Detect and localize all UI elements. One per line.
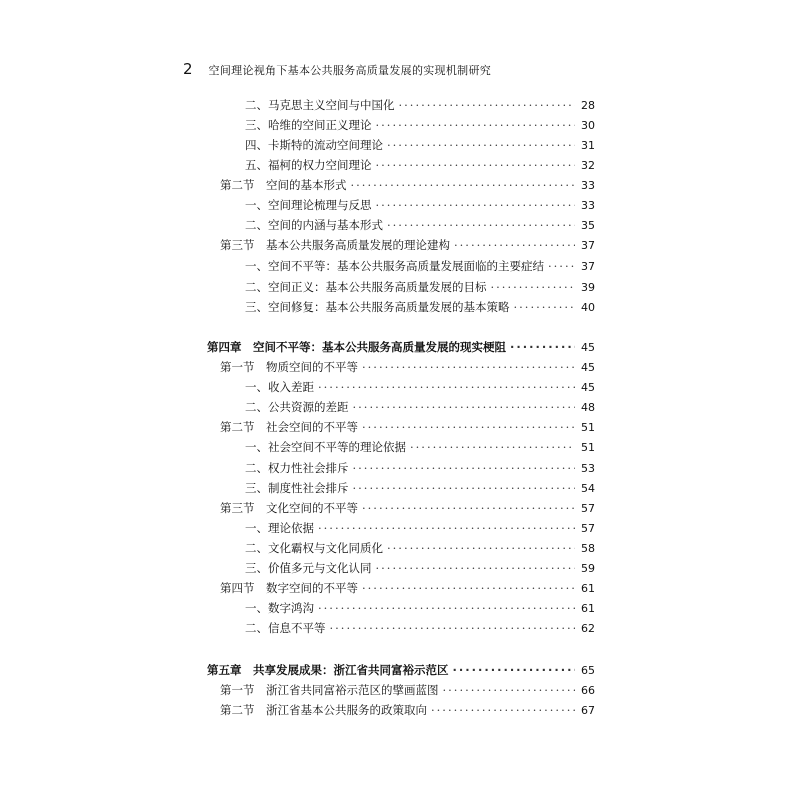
dot-leader (353, 458, 576, 478)
dot-leader (353, 397, 576, 417)
toc-entry-label: 三、制度性社会排斥 (245, 481, 349, 495)
toc-entry-page-number: 28 (581, 99, 595, 112)
dot-leader (443, 680, 576, 700)
toc-entry-label: 四、卡斯特的流动空间理论 (245, 138, 383, 152)
dot-leader (318, 518, 575, 538)
toc-entry-page-number: 37 (581, 239, 595, 252)
toc-entry-label: 第三节 基本公共服务高质量发展的理论建构 (220, 238, 450, 252)
toc-entry-page-number: 33 (581, 199, 595, 212)
toc-entry-page-number: 45 (581, 361, 595, 374)
dot-leader (454, 235, 575, 255)
toc-entry-label: 第二节 空间的基本形式 (220, 178, 347, 192)
toc-item-entry[interactable] (245, 558, 595, 578)
toc-entry-label: 第五章 共享发展成果：浙江省共同富裕示范区 (207, 663, 449, 677)
toc-entry-page-number: 39 (581, 281, 595, 294)
toc-item-entry[interactable] (245, 297, 595, 317)
toc-item-entry[interactable] (245, 598, 595, 618)
dot-leader (330, 618, 576, 638)
toc-entry-page-number: 61 (581, 602, 595, 615)
toc-chapter-entry[interactable] (207, 337, 595, 357)
toc-entry-label: 二、空间正义：基本公共服务高质量发展的目标 (245, 280, 487, 294)
toc-entry-page-number: 35 (581, 219, 595, 232)
toc-entry-page-number: 54 (581, 482, 595, 495)
toc-item-entry[interactable] (245, 538, 595, 558)
dot-leader (491, 277, 576, 297)
toc-section-entry[interactable] (220, 700, 595, 720)
toc-item-entry[interactable] (245, 478, 595, 498)
toc-item-entry[interactable] (245, 155, 595, 175)
toc-entry-label: 五、福柯的权力空间理论 (245, 158, 372, 172)
toc-entry-label: 二、空间的内涵与基本形式 (245, 218, 383, 232)
toc-entry-label: 一、收入差距 (245, 380, 314, 394)
toc-entry-label: 二、马克思主义空间与中国化 (245, 98, 395, 112)
toc-item-entry[interactable] (245, 518, 595, 538)
dot-leader (453, 660, 576, 680)
toc-item-entry[interactable] (245, 437, 595, 457)
toc-item-entry[interactable] (245, 458, 595, 478)
dot-leader (387, 538, 575, 558)
toc-entry-page-number: 51 (581, 421, 595, 434)
toc-entry-label: 一、理论依据 (245, 521, 314, 535)
dot-leader (362, 578, 575, 598)
dot-leader (318, 377, 575, 397)
dot-leader (431, 700, 575, 720)
toc-entry-label: 一、空间理论梳理与反思 (245, 198, 372, 212)
toc-entry-label: 二、权力性社会排斥 (245, 461, 349, 475)
toc-item-entry[interactable] (245, 377, 595, 397)
toc-entry-label: 二、公共资源的差距 (245, 400, 349, 414)
dot-leader (351, 175, 576, 195)
toc-item-entry[interactable] (245, 618, 595, 638)
toc-entry-label: 第四节 数字空间的不平等 (220, 581, 358, 595)
toc-entry-label: 三、空间修复：基本公共服务高质量发展的基本策略 (245, 300, 510, 314)
toc-entry-page-number: 66 (581, 684, 595, 697)
dot-leader (362, 498, 575, 518)
toc-entry-label: 二、信息不平等 (245, 621, 326, 635)
toc-entry-page-number: 48 (581, 401, 595, 414)
toc-entry-page-number: 67 (581, 704, 595, 717)
dot-leader (387, 135, 575, 155)
toc-section-entry[interactable] (220, 235, 595, 255)
dot-leader (548, 256, 575, 276)
toc-entry-page-number: 62 (581, 622, 595, 635)
toc-entry-page-number: 45 (581, 341, 595, 354)
toc-entry-page-number: 32 (581, 159, 595, 172)
toc-section-entry[interactable] (220, 578, 595, 598)
toc-entry-label: 第四章 空间不平等：基本公共服务高质量发展的现实梗阻 (207, 340, 506, 354)
dot-leader (376, 115, 576, 135)
toc-entry-page-number: 58 (581, 542, 595, 555)
dot-leader (362, 357, 575, 377)
toc-entry-page-number: 30 (581, 119, 595, 132)
toc-entry-label: 一、社会空间不平等的理论依据 (245, 440, 406, 454)
toc-entry-label: 一、空间不平等：基本公共服务高质量发展面临的主要症结 (245, 259, 544, 273)
running-header (183, 60, 491, 78)
dot-leader (387, 215, 575, 235)
dot-leader (362, 417, 575, 437)
toc-item-entry[interactable] (245, 95, 595, 115)
dot-leader (399, 95, 576, 115)
toc-item-entry[interactable] (245, 397, 595, 417)
toc-entry-page-number: 53 (581, 462, 595, 475)
toc-entry-page-number: 65 (581, 664, 595, 677)
toc-entry-page-number: 51 (581, 441, 595, 454)
toc-entry-page-number: 59 (581, 562, 595, 575)
toc-entry-label: 三、哈维的空间正义理论 (245, 118, 372, 132)
toc-entry-label: 第一节 浙江省共同富裕示范区的擘画蓝图 (220, 683, 439, 697)
toc-entry-page-number: 45 (581, 381, 595, 394)
toc-item-entry[interactable] (245, 256, 595, 276)
toc-item-entry[interactable] (245, 135, 595, 155)
toc-item-entry[interactable] (245, 277, 595, 297)
dot-leader (376, 155, 576, 175)
book-title: 空间理论视角下基本公共服务高质量发展的实现机制研究 (208, 64, 492, 77)
toc-entry-page-number: 33 (581, 179, 595, 192)
toc-entry-page-number: 57 (581, 522, 595, 535)
dot-leader (318, 598, 575, 618)
toc-section-entry[interactable] (220, 357, 595, 377)
toc-entry-label: 第二节 社会空间的不平等 (220, 420, 358, 434)
toc-section-entry[interactable] (220, 175, 595, 195)
dot-leader (353, 478, 576, 498)
toc-entry-page-number: 61 (581, 582, 595, 595)
page-number: 2 (183, 60, 193, 78)
dot-leader (410, 437, 575, 457)
toc-entry-label: 一、数字鸿沟 (245, 601, 314, 615)
dot-leader (376, 558, 576, 578)
dot-leader (510, 337, 575, 357)
toc-entry-page-number: 31 (581, 139, 595, 152)
toc-entry-label: 二、文化霸权与文化同质化 (245, 541, 383, 555)
toc-section-entry[interactable] (220, 680, 595, 700)
toc-entry-label: 三、价值多元与文化认同 (245, 561, 372, 575)
toc-entry-page-number: 57 (581, 502, 595, 515)
toc-entry-label: 第二节 浙江省基本公共服务的政策取向 (220, 703, 427, 717)
dot-leader (514, 297, 576, 317)
toc-item-entry[interactable] (245, 215, 595, 235)
toc-item-entry[interactable] (245, 115, 595, 135)
toc-chapter-entry[interactable] (207, 660, 595, 680)
toc-item-entry[interactable] (245, 195, 595, 215)
toc-entry-label: 第三节 文化空间的不平等 (220, 501, 358, 515)
toc-section-entry[interactable] (220, 417, 595, 437)
toc-section-entry[interactable] (220, 498, 595, 518)
toc-entry-page-number: 37 (581, 260, 595, 273)
toc-entry-label: 第一节 物质空间的不平等 (220, 360, 358, 374)
dot-leader (376, 195, 576, 215)
toc-entry-page-number: 40 (581, 301, 595, 314)
